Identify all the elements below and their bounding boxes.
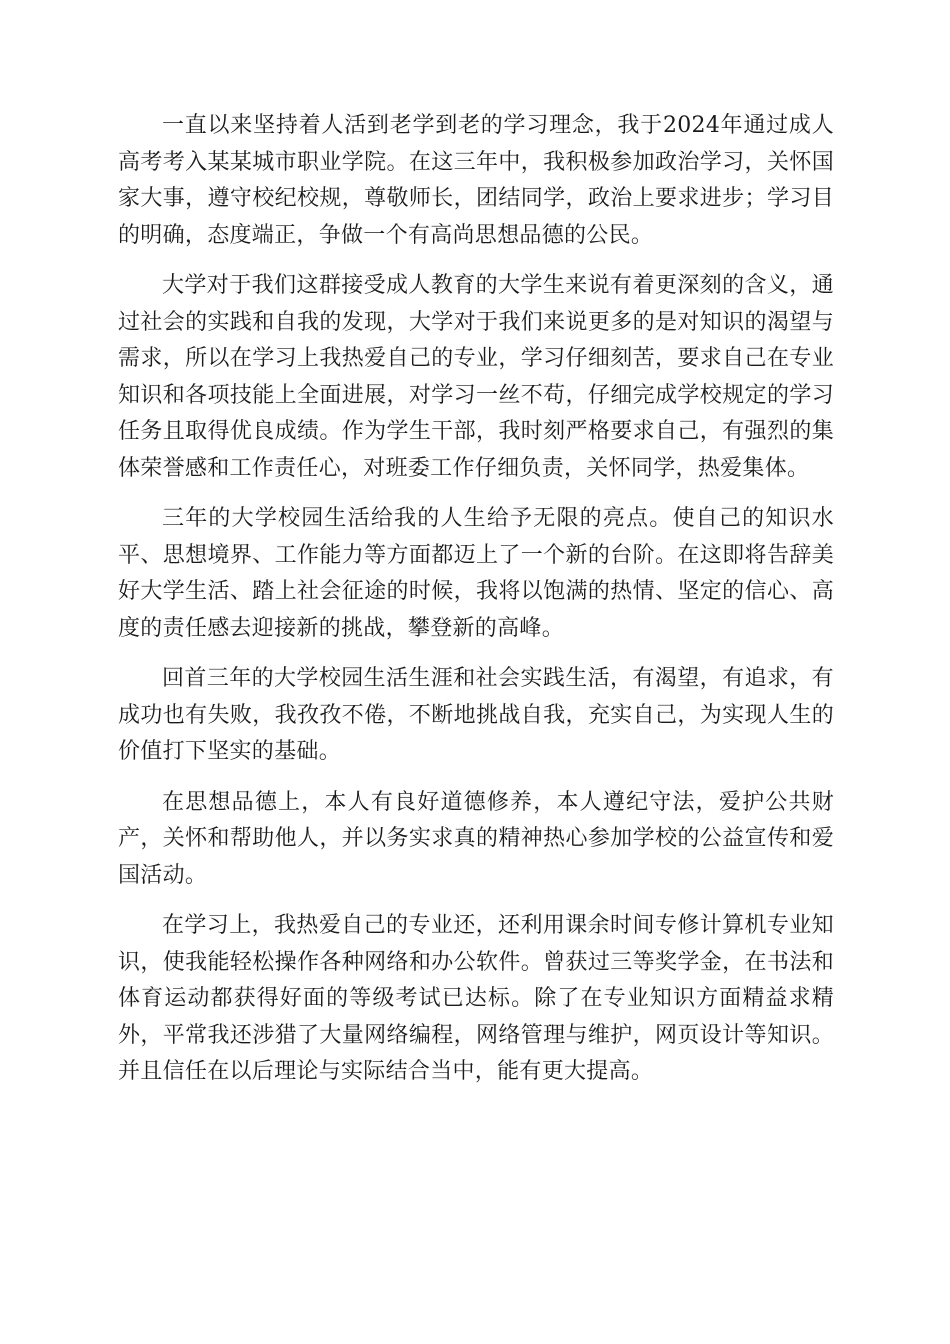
- paragraph-4: 回首三年的大学校园生活生涯和社会实践生活，有渴望，有追求，有成功也有失败，我孜孜不倦，不断地挑战自我，充实自己，为实现人生的价值打下坚实的基础。: [118, 666, 834, 764]
- paragraph-6: 在学习上，我热爱自己的专业还，还利用课余时间专修计算机专业知识，使我能轻松操作各种网络和办公软件。曾获过三等奖学金，在书法和体育运动都获得好面的等级考试已达标。除了在专业知识方面精益求精外，平常我还涉猎了大量网络编程，网络管理与维护，网页设计等知识。并且信任在以后理论与实际结合当中，能有更大提高。: [118, 913, 834, 1084]
- paragraph-2: 大学对于我们这群接受成人教育的大学生来说有着更深刻的含义，通过社会的实践和自我的发现，大学对于我们来说更多的是对知识的渴望与需求，所以在学习上我热爱自己的专业，学习仔细刻苦，要求自己在专业知识和各项技能上全面进展，对学习一丝不苟，仔细完成学校规定的学习任务且取得优良成绩。作为学生干部，我时刻严格要求自己，有强烈的集体荣誉感和工作责任心，对班委工作仔细负责，关怀同学，热爱集体。: [118, 273, 834, 481]
- paragraph-3: 三年的大学校园生活给我的人生给予无限的亮点。使自己的知识水平、思想境界、工作能力等方面都迈上了一个新的台阶。在这即将告辞美好大学生活、踏上社会征途的时候，我将以饱满的热情、坚定的信心、高度的责任感去迎接新的挑战，攀登新的高峰。: [118, 506, 834, 641]
- paragraph-5: 在思想品德上，本人有良好道德修养，本人遵纪守法，爱护公共财产，关怀和帮助他人，并以务实求真的精神热心参加学校的公益宣传和爱国活动。: [118, 789, 834, 888]
- paragraph-1: 一直以来坚持着人活到老学到老的学习理念，我于2024年通过成人高考考入某某城市职业学院。在这三年中，我积极参加政治学习，关怀国家大事，遵守校纪校规，尊敬师长，团结同学，政治上要求进步；学习目的明确，态度端正，争做一个有高尚思想品德的公民。: [118, 113, 834, 248]
- document-body: [118, 108, 834, 1105]
